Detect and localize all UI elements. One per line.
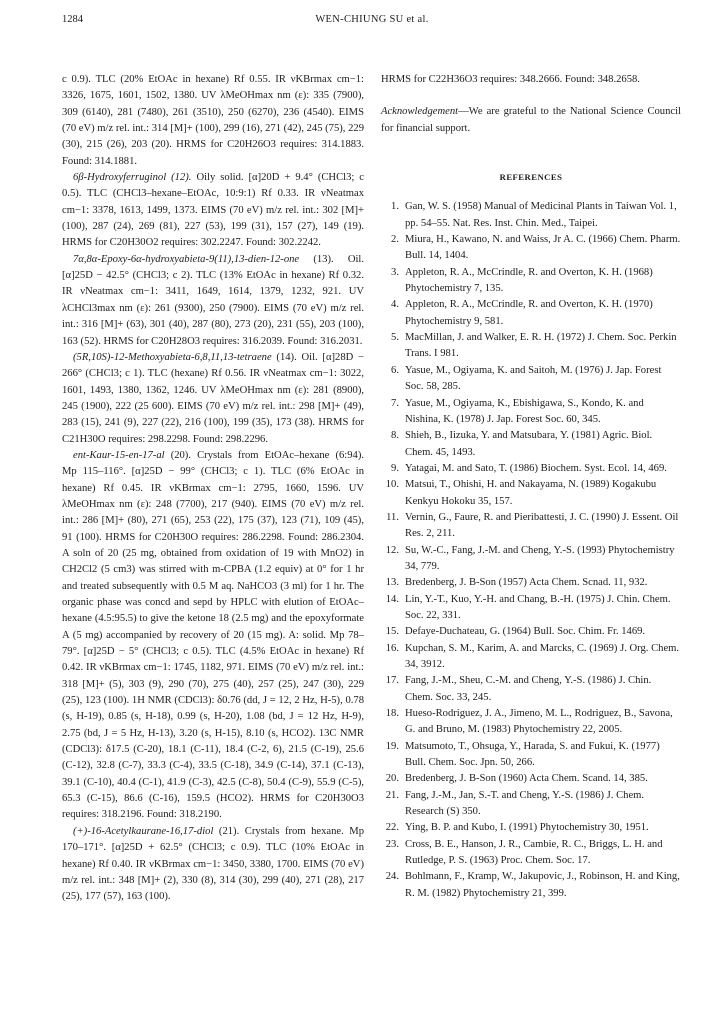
- compound-data: c 0.9). TLC (20% EtOAc in hexane) Rf 0.55. IR νKBrmax cm−1: 3326, 1675, 1601, 1502, 1380. UV λMeOHmax nm (ε): 335 (7900), 309 (6140), 281 (7480), 261 (3510), 250 (6270), 236 (4540). EIMS (70 eV) m/z rel. int.: 314 [M]+ (100), 299 (16), 271 (42), 245 (75), 229 (30), 215 (26), 203 (20). HRMS for C20H26O3 requires: 314.1883. Found: 314.1881.: [62, 74, 364, 167]
- reference-item: [381, 641, 681, 674]
- reference-item: [381, 510, 681, 543]
- reference-text: Yatagai, M. and Sato, T. (1986) Biochem. Syst. Ecol. 14, 469.: [405, 462, 667, 474]
- compound-title: 6β-Hydroxyferruginol (12).: [73, 172, 192, 184]
- reference-item: [381, 461, 681, 477]
- reference-item: [381, 771, 681, 787]
- reference-number: 15.: [385, 626, 399, 638]
- reference-text: Bredenberg, J. B-Son (1960) Acta Chem. Scand. 14, 385.: [405, 773, 648, 785]
- reference-item: [381, 297, 681, 330]
- reference-text: Matsumoto, T., Ohsuga, Y., Harada, S. and Fukui, K. (1977) Bull. Chem. Soc. Jpn. 50, 266.: [405, 740, 660, 769]
- reference-number: 2.: [391, 234, 399, 246]
- reference-text: Ying, B. P. and Kubo, I. (1991) Phytochemistry 30, 1951.: [405, 822, 649, 834]
- reference-number: 24.: [385, 871, 399, 883]
- reference-item: [381, 575, 681, 591]
- reference-number: 13.: [385, 577, 399, 589]
- reference-text: Vernin, G., Faure, R. and Pieribattesti, J. C. (1990) J. Essent. Oil Res. 2, 211.: [405, 511, 679, 540]
- reference-item: [381, 543, 681, 576]
- compound-title: (+)-16-Acetylkaurane-16,17-diol: [73, 825, 214, 837]
- acknowledgement: [381, 104, 681, 137]
- reference-text: Shieh, B., Iizuka, Y. and Matsubara, Y. (1981) Agric. Biol. Chem. 45, 1493.: [405, 430, 653, 458]
- reference-number: 23.: [385, 838, 399, 850]
- reference-number: 9.: [391, 462, 399, 474]
- acknowledgement-text: —We are grateful to the National Science Council for financial support.: [381, 106, 681, 134]
- reference-text: Appleton, R. A., McCrindle, R. and Overton, K. H. (1970) Phytochemistry 9, 581.: [405, 299, 653, 327]
- experimental-paragraph: [62, 448, 364, 824]
- reference-item: [381, 820, 681, 836]
- reference-text: MacMillan, J. and Walker, E. R. H. (1972) J. Chem. Soc. Perkin Trans. I 981.: [405, 332, 677, 360]
- reference-item: [381, 363, 681, 396]
- experimental-paragraph: [62, 170, 364, 252]
- reference-item: [381, 199, 681, 232]
- left-column: [62, 72, 364, 906]
- reference-number: 10.: [385, 479, 399, 491]
- experimental-paragraph: [62, 824, 364, 906]
- reference-number: 21.: [385, 789, 399, 801]
- reference-text: Miura, H., Kawano, N. and Waiss, Jr A. C. (1966) Chem. Pharm. Bull. 14, 1404.: [405, 234, 681, 262]
- compound-data: (14). Oil. [α]28D − 266° (CHCl3; c 1). TLC (hexane) Rf 0.56. IR νNeatmax cm−1: 3022, 1601, 1493, 1380, 1362, 1246. UV λMeOHmax nm (ε): 281 (8900), 245 (1900), 222 (25 600). EIMS (70 eV) m/z rel. int.: 298 [M]+ (49), 283 (15), 241 (9), 227 (22), 216 (100), 199 (35), 173 (38). HRMS for C21H30O requires: 298.2298. Found: 298.2296.: [62, 351, 364, 445]
- reference-item: [381, 837, 681, 870]
- reference-number: 18.: [385, 708, 399, 720]
- compound-title: 7α,8α-Epoxy-6α-hydroxyabieta-9(11),13-dien-12-one: [73, 253, 300, 265]
- reference-text: Yasue, M., Ogiyama, K., Ebishigawa, S., Kondo, K. and Nishina, K. (1978) J. Jap. Forest Soc. 60, 345.: [405, 397, 644, 425]
- reference-number: 19.: [385, 740, 399, 752]
- reference-number: 4.: [391, 299, 399, 311]
- experimental-paragraph: [62, 350, 364, 448]
- reference-item: [381, 739, 681, 772]
- compound-title: (5R,10S)-12-Methoxyabieta-6,8,11,13-tetraene: [73, 351, 272, 363]
- reference-text: Su, W.-C., Fang, J.-M. and Cheng, Y.-S. (1993) Phytochemistry 34, 779.: [405, 544, 675, 572]
- compound-title: ent-Kaur-15-en-17-al: [73, 449, 165, 461]
- reference-number: 20.: [385, 773, 399, 785]
- reference-item: [381, 396, 681, 429]
- reference-text: Bredenberg, J. B-Son (1957) Acta Chem. Scnad. 11, 932.: [405, 577, 648, 589]
- reference-item: [381, 265, 681, 298]
- reference-number: 17.: [385, 675, 399, 687]
- reference-number: 6.: [391, 364, 399, 376]
- reference-text: Kupchan, S. M., Karim, A. and Marcks, C. (1969) J. Org. Chem. 34, 3912.: [405, 642, 680, 670]
- reference-item: [381, 232, 681, 265]
- reference-number: 8.: [391, 430, 399, 442]
- reference-text: Cross, B. E., Hanson, J. R., Cambie, R. C., Briggs, L. H. and Rutledge, P. S. (1963) Proc. Chem. Soc. 17.: [405, 838, 663, 867]
- compound-data: (20). Crystals from EtOAc–hexane (6:94). Mp 115–116°. [α]25D − 99° (CHCl3; c 1). TLC (6% EtOAc in hexane) Rf 0.45. IR νKBrmax cm−1: 2795, 1660, 1596. UV λMeOHmax nm (ε): 248 (7700), 217 (940). EIMS (70 eV) m/z rel. int.: 286 [M]+ (80), 271 (65), 253 (22), 175 (37), 123 (71), 109 (45), 91 (100). HRMS for C20H30O requires: 286.2298. Found: 286.2304. A soln of 20 (25 mg, obtained from oxidation of 19 with MnO2) in CH2Cl2 (5 cm3) was stirred with m-CPBA (1.2 equiv) at 0° for 1 hr and treated subsequently with 0.5 M aq. NaHCO3 (3 ml) for 1 hr. The organic phase was concd and sepd by HPLC with elution of EtOAc–hexane (4.5:95.5) to give the ketone 18 (2.5 mg) and the epoxyformate A (5 mg) accompanied by recovery of 20 (15 mg). A: solid. Mp 78–79°. [α]25D − 5° (CHCl3; c 0.5). TLC (4.5% EtOAc in hexane) Rf 0.42. IR νKBrmax cm−1: 1745, 1182, 971. EIMS (70 eV) m/z rel. int.: 318 [M]+ (5), 303 (9), 290 (70), 275 (40), 257 (25), 247 (30), 229 (25), 123 (100). 1H NMR (CDCl3): δ0.76 (dd, J = 12, 2 Hz, H-5), 0.78 (s, H-19), 0.85 (s, H-18), 0.99 (s, H-20), 1.08 (bd, J = 12 Hz, H-9), 2.75 (bd, J = 5 Hz, H-13), 3.20 (s, H-15), 8.10 (s, HCO2). 13C NMR (CDCl3): δ17.5 (C-20), 18.1 (C-11), 18.4 (C-2, 6), 21.5 (C-19), 25.6 (C-12), 32.8 (C-7), 33.3 (C-4), 33.5 (C-18), 34.9 (C-14), 37.1 (C-13), 39.1 (C-10), 40.4 (C-1), 41.9 (C-3), 42.5 (C-8), 50.4 (C-9), 55.9 (C-5), 65.3 (C-15), 86.6 (C-16), 159.5 (HCO2). HRMS for C20H30O3 requires: 318.2196. Found: 318.2190.: [62, 449, 364, 821]
- reference-item: [381, 788, 681, 821]
- reference-item: [381, 477, 681, 510]
- reference-text: Appleton, R. A., McCrindle, R. and Overton, K. H. (1968) Phytochemistry 7, 135.: [405, 266, 653, 295]
- reference-number: 22.: [385, 822, 399, 834]
- reference-number: 12.: [385, 544, 399, 556]
- reference-number: 5.: [391, 332, 399, 344]
- reference-text: Yasue, M., Ogiyama, K. and Saitoh, M. (1976) J. Jap. Forest Soc. 58, 285.: [405, 364, 662, 393]
- references-heading: REFERENCES: [499, 172, 563, 183]
- reference-number: 16.: [385, 642, 399, 654]
- reference-text: Matsui, T., Ohishi, H. and Nakayama, N. (1989) Kogakubu Kenkyu Hokoku 35, 157.: [405, 479, 657, 507]
- reference-text: Gan, W. S. (1958) Manual of Medicinal Plants in Taiwan Vol. 1, pp. 54–55. Nat. Res. Inst. Chin. Med., Taipei.: [405, 201, 677, 229]
- reference-item: [381, 330, 681, 363]
- compound-data: Oily solid. [α]20D + 9.4° (CHCl3; c 0.5). TLC (CHCl3–hexane–EtOAc, 10:9:1) Rf 0.33. IR νNeatmax cm−1: 3378, 1613, 1499, 1373. EIMS (70 eV) m/z rel. int.: 302 [M]+ (100), 287 (24), 269 (81), 227 (53), 199 (31), 157 (27), 149 (19). HRMS for C20H30O2 requires: 302.2247. Found: 302.2242.: [62, 172, 365, 249]
- reference-number: 14.: [385, 593, 399, 605]
- compound-data: (21). Crystals from hexane. Mp 170–171°. [α]25D + 62.5° (CHCl3; c 0.9). TLC (10% EtOAc in hexane) Rf 0.40. IR νKBrmax cm−1: 3450, 3380, 1700. EIMS (70 eV) m/z rel. int.: 348 [M]+ (2), 330 (8), 314 (30), 299 (40), 271 (28), 217 (25), 177 (57), 163 (100).: [62, 825, 364, 903]
- reference-text: Defaye-Duchateau, G. (1964) Bull. Soc. Chim. Fr. 1469.: [405, 626, 646, 638]
- reference-item: [381, 869, 681, 902]
- reference-item: [381, 428, 681, 461]
- reference-text: Bohlmann, F., Kramp, W., Jakupovic, J., Robinson, H. and King, R. M. (1982) Phytochemistry 21, 399.: [405, 871, 680, 899]
- reference-item: [381, 673, 681, 706]
- reference-text: Lin, Y.-T., Kuo, Y.-H. and Chang, B.-H. (1975) J. Chin. Chem. Soc. 22, 331.: [405, 593, 671, 621]
- reference-number: 3.: [391, 266, 399, 278]
- experimental-paragraph: [62, 252, 364, 350]
- reference-item: [381, 624, 681, 640]
- compound-data: (13). Oil. [α]25D − 42.5° (CHCl3; c 2). TLC (13% EtOAc in hexane) Rf 0.32. IR νNeatmax cm−1: 3411, 1649, 1614, 1379, 1232, 921. UV λCHCl3max nm (ε): 261 (9300), 250 (7900). EIMS (70 eV) m/z rel. int.: 316 [M]+ (63), 301 (40), 287 (80), 273 (20), 231 (55), 203 (100), 163 (52). HRMS for C20H28O3 requires: 316.2039. Found: 316.2031.: [62, 253, 364, 347]
- reference-item: [381, 706, 681, 739]
- page-number: 1284: [62, 14, 83, 25]
- experimental-paragraph: [62, 72, 364, 170]
- acknowledgement-label: Acknowledgement: [381, 106, 459, 118]
- page-header: [62, 14, 682, 32]
- reference-list: [381, 199, 681, 902]
- reference-number: 1.: [391, 201, 399, 213]
- reference-number: 11.: [386, 511, 399, 523]
- continuation-text: HRMS for C22H36O3 requires: 348.2666. Found: 348.2658.: [381, 74, 640, 85]
- reference-text: Hueso-Rodriguez, J. A., Jimeno, M. L., Rodriguez, B., Savona, G. and Bruno, M. (1983) Phytochemistry 22, 2005.: [405, 708, 673, 736]
- reference-item: [381, 592, 681, 625]
- reference-text: Fang, J.-M., Jan, S.-T. and Cheng, Y.-S. (1986) J. Chem. Research (S) 350.: [405, 789, 645, 818]
- right-column: [381, 72, 681, 902]
- running-head: WEN-CHIUNG SU et al.: [315, 14, 429, 25]
- reference-number: 7.: [391, 397, 399, 409]
- reference-text: Fang, J.-M., Sheu, C.-M. and Cheng, Y.-S. (1986) J. Chin. Chem. Soc. 33, 245.: [405, 675, 652, 703]
